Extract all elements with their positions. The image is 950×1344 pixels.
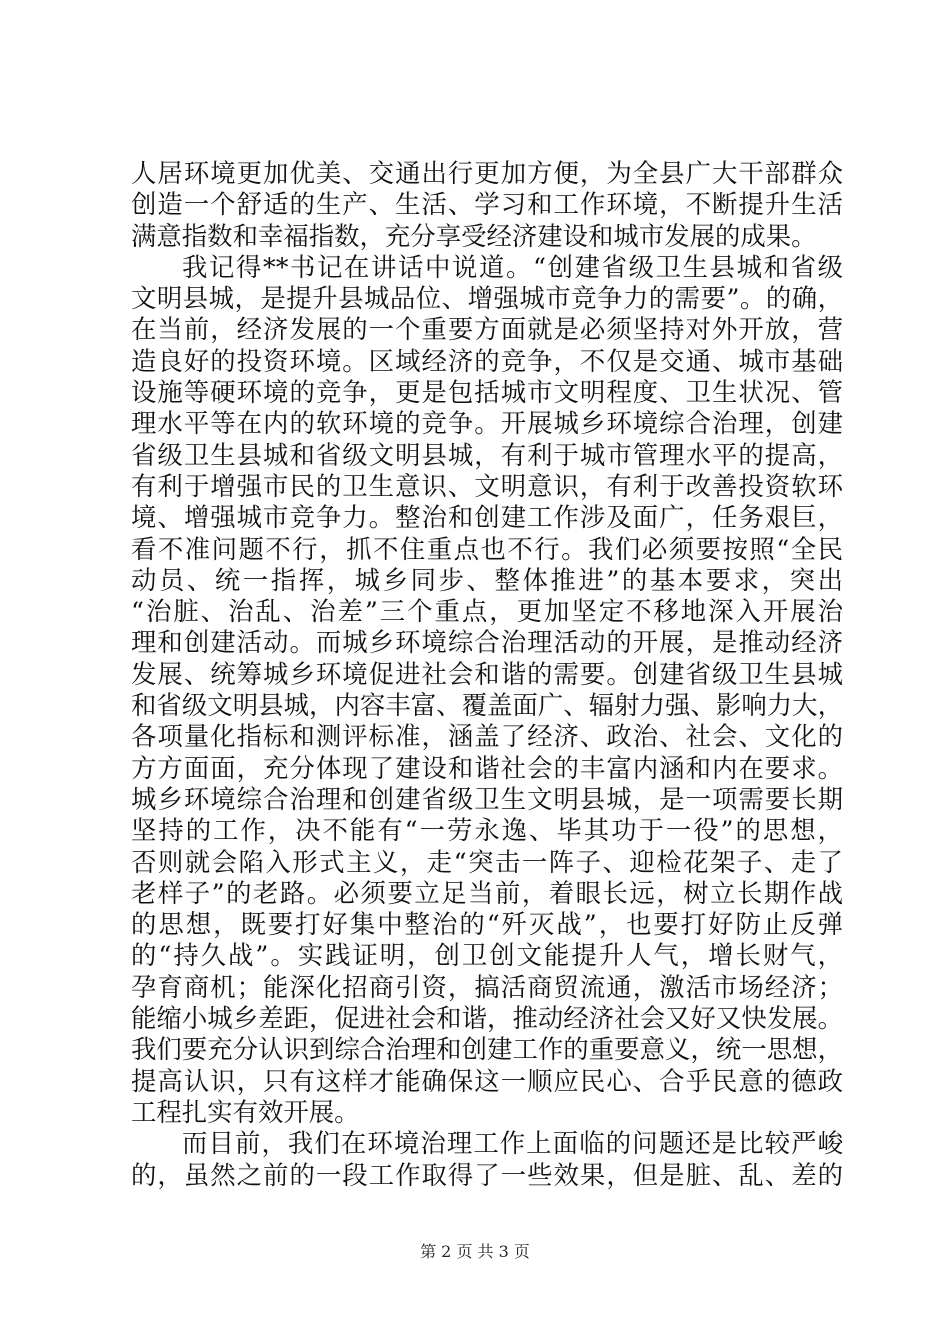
text-line: 城乡环境综合治理和创建省级卫生文明县城，是一项需要长期 [131,783,843,814]
text-line: “治脏、治乱、治差”三个重点，更加坚定不移地深入开展治 [131,596,843,627]
text-line: 造良好的投资环境。区域经济的竞争，不仅是交通、城市基础 [131,345,843,376]
text-line: 老样子”的老路。必须要立足当前，着眼长远，树立长期作战 [131,877,843,908]
document-body [131,158,843,1191]
text-line: 否则就会陷入形式主义，走“突击一阵子、迎检花架子、走了 [131,846,843,877]
text-line: 看不准问题不行，抓不住重点也不行。我们必须要按照“全民 [131,533,843,564]
text-line: 而目前，我们在环境治理工作上面临的问题还是比较严峻 [182,1128,843,1159]
text-line: 在当前，经济发展的一个重要方面就是必须坚持对外开放，营 [131,314,843,345]
text-line: 省级卫生县城和省级文明县城，有利于城市管理水平的提高， [131,439,843,470]
text-line: 的，虽然之前的一段工作取得了一些效果，但是脏、乱、差的 [131,1159,843,1190]
text-line: 我们要充分认识到综合治理和创建工作的重要意义，统一思想， [131,1034,843,1065]
text-line: 创造一个舒适的生产、生活、学习和工作环境，不断提升生活 [131,189,843,220]
text-line: 坚持的工作，决不能有“一劳永逸、毕其功于一役”的思想， [131,815,843,846]
text-line: 动员、统一指挥，城乡同步、整体推进”的基本要求，突出 [131,564,843,595]
text-line: 工程扎实有效开展。 [131,1096,360,1127]
text-line: 理和创建活动。而城乡环境综合治理活动的开展，是推动经济 [131,627,843,658]
text-line: 设施等硬环境的竞争，更是包括城市文明程度、卫生状况、管 [131,377,843,408]
text-line: 我记得**书记在讲话中说道。“创建省级卫生县城和省级 [182,251,843,282]
text-line: 文明县城，是提升县城品位、增强城市竞争力的需要”。的确， [131,283,843,314]
text-line: 能缩小城乡差距，促进社会和谐，推动经济社会又好又快发展。 [131,1003,843,1034]
text-line: 孕育商机；能深化招商引资，搞活商贸流通，激活市场经济； [131,971,843,1002]
text-line: 发展、统筹城乡环境促进社会和谐的需要。创建省级卫生县城 [131,658,843,689]
page-footer: 第 2 页 共 3 页 [420,1242,530,1261]
text-line: 理水平等在内的软环境的竞争。开展城乡环境综合治理，创建 [131,408,843,439]
text-line: 境、增强城市竞争力。整治和创建工作涉及面广，任务艰巨， [131,502,843,533]
text-line: 的“持久战”。实践证明，创卫创文能提升人气，增长财气， [131,940,843,971]
text-line: 人居环境更加优美、交通出行更加方便，为全县广大干部群众 [131,158,843,188]
text-line: 方方面面，充分体现了建设和谐社会的丰富内涵和内在要求。 [131,752,843,783]
text-line: 和省级文明县城，内容丰富、覆盖面广、辐射力强、影响力大， [131,690,843,721]
text-line: 各项量化指标和测评标准，涵盖了经济、政治、社会、文化的 [131,721,843,752]
text-line: 提高认识，只有这样才能确保这一顺应民心、合乎民意的德政 [131,1065,843,1096]
text-line: 有利于增强市民的卫生意识、文明意识，有利于改善投资软环 [131,470,843,501]
text-line: 的思想，既要打好集中整治的“歼灭战”，也要打好防止反弹 [131,909,843,940]
text-line: 满意指数和幸福指数，充分享受经济建设和城市发展的成果。 [131,220,817,251]
